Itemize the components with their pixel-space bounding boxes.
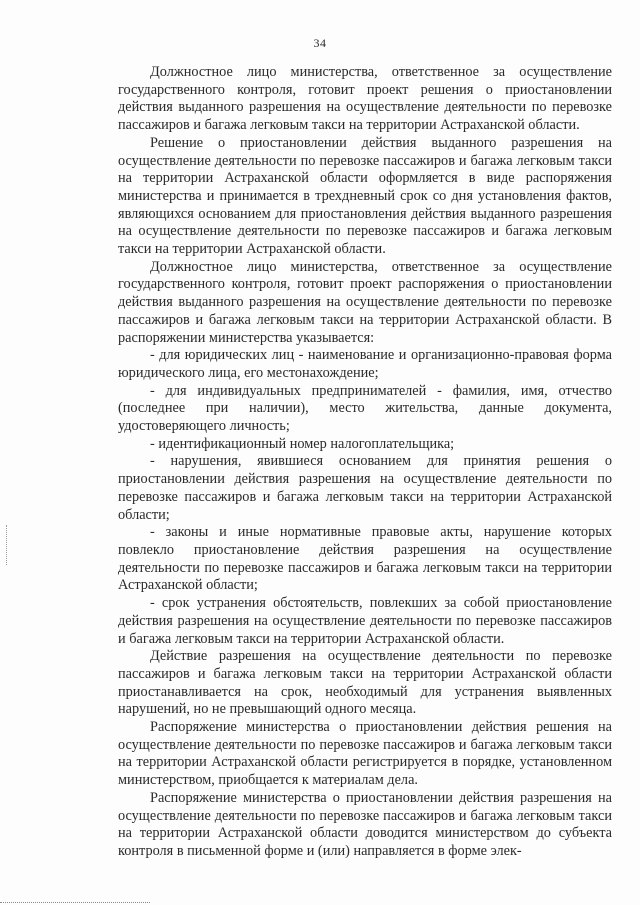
list-item-deadline: - срок устранения обстоятельств, повлекших за собой приостановление действия разрешения на осуществление деятельности по перевозке пассажиров и багажа легковым такси на территории Астраханской области. (118, 595, 612, 647)
list-item-violations: - нарушения, явившиеся основанием для принятия решения о приостановлении действия разрешения на осуществление деятельности по перевозке пассажиров и багажа легковым такси на территории Астраханской области; (118, 453, 612, 523)
paragraph-registration: Распоряжение министерства о приостановлении действия решения на осуществление деятельности по перевозке пассажиров и багажа легковым такси на территории Астраханской области регистрируется в порядке, установленном министерством, приобщается к материалам дела. (118, 719, 612, 789)
list-item-laws: - законы и иные нормативные правовые акты, нарушение которых повлекло приостановление действия разрешения на осуществление деятельности по перевозке пассажиров и багажа легковым такси на территории Астраханской области; (118, 524, 612, 594)
paragraph-1: Должностное лицо министерства, ответственное за осуществление государственного контроля, готовит проект решения о приостановлении действия выданного разрешения на осуществление деятельности по перевозке пассажиров и багажа легковым такси на территории Астраханской области. (118, 64, 612, 134)
list-item-legal-entities: - для юридических лиц - наименование и организационно-правовая форма юридического лица, его местонахождение; (118, 347, 612, 381)
paragraph-2: Решение о приостановлении действия выданного разрешения на осуществление деятельности по перевозке пассажиров и багажа легковым такси на территории Астраханской области оформляется в виде распоряжения министерства и принимается в трехдневный срок со дня установления фактов, являющихся основанием для приостановления действия выданного разрешения на осуществление деятельности по перевозке пассажиров и багажа легковым такси на территории Астраханской области. (118, 134, 612, 258)
body-text (118, 64, 612, 861)
paragraph-3: Должностное лицо министерства, ответственное за осуществление государственного контроля, готовит проект распоряжения о приостановлении действия выданного разрешения на осуществление деятельности по перевозке пассажиров и багажа легковым такси на территории Астраханской области. В распоряжении министерства указывается: (118, 258, 612, 346)
scan-margin-marks (6, 525, 9, 565)
scan-bottom-rule (0, 902, 150, 903)
paragraph-suspension-term: Действие разрешения на осуществление деятельности по перевозке пассажиров и багажа легковым такси на территории Астраханской области приостанавливается на срок, необходимый для устранения выявленных нарушений, но не превышающий одного месяца. (118, 648, 612, 718)
page-number: 34 (313, 36, 327, 50)
paragraph-notification: Распоряжение министерства о приостановлении действия разрешения на осуществление деятельности по перевозке пассажиров и багажа легковым такси на территории Астраханской области доводится министерством до субъекта контроля в письменной форме и (или) направляется в форме элек- (118, 789, 612, 859)
list-item-tax-id: - идентификационный номер налогоплательщика; (150, 435, 455, 452)
list-item-entrepreneurs: - для индивидуальных предпринимателей - фамилия, имя, отчество (последнее при наличии), место жительства, данные документа, удостоверяющего личность; (118, 382, 612, 435)
